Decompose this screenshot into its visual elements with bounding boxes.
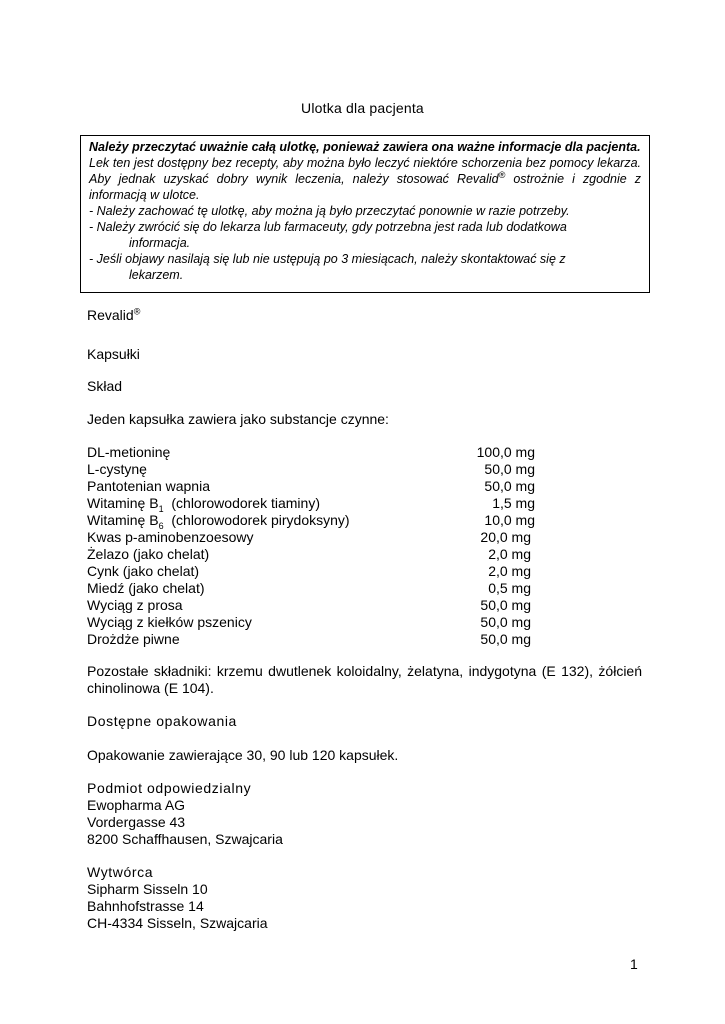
packaging-heading: Dostępne opakowania bbox=[87, 713, 237, 729]
responsible-line: Vordergasse 43 bbox=[87, 814, 186, 830]
other-ingredients: Pozostałe składniki: krzemu dwutlenek koloidalny, żelatyna, indygotyna (E 132), żółcień chinolinowa (E 104). bbox=[87, 663, 642, 696]
notice-box bbox=[80, 135, 650, 293]
table-row bbox=[87, 444, 535, 461]
ingredient-name: Wyciąg z kiełków pszenicy bbox=[87, 614, 252, 630]
ingredient-amount: 50,0 mg bbox=[480, 597, 531, 613]
table-row bbox=[87, 512, 535, 529]
table-row bbox=[87, 614, 535, 631]
manufacturer-line: Bahnhofstrasse 14 bbox=[87, 898, 204, 914]
ingredient-amount: 10,0 mg bbox=[484, 512, 535, 528]
ingredient-name: Kwas p-aminobenzoesowy bbox=[87, 529, 254, 545]
ingredient-amount: 0,5 mg bbox=[488, 580, 531, 596]
table-row bbox=[87, 495, 535, 512]
ingredient-amount: 20,0 mg bbox=[480, 529, 531, 545]
ingredients-table bbox=[87, 444, 535, 648]
ingredient-amount: 100,0 mg bbox=[476, 444, 535, 460]
ingredient-amount: 50,0 mg bbox=[480, 614, 531, 630]
table-row bbox=[87, 529, 535, 546]
ingredient-amount: 2,0 mg bbox=[488, 546, 531, 562]
manufacturer-heading: Wytwórca bbox=[87, 864, 154, 880]
packaging-text: Opakowanie zawierające 30, 90 lub 120 kapsułek. bbox=[87, 747, 399, 763]
table-row bbox=[87, 631, 535, 648]
ingredient-amount: 1,5 mg bbox=[492, 495, 535, 511]
ingredient-amount: 50,0 mg bbox=[484, 461, 535, 477]
table-row bbox=[87, 597, 535, 614]
notice-item-keep: - Należy zachować tę ulotkę, aby można ją było przeczytać ponownie w razie potrzeby. bbox=[89, 204, 570, 218]
ingredient-name: Drożdże piwne bbox=[87, 631, 180, 647]
ingredient-name: Pantotenian wapnia bbox=[87, 478, 210, 494]
table-row bbox=[87, 478, 535, 495]
ingredient-amount: 50,0 mg bbox=[480, 631, 531, 647]
page-number: 1 bbox=[630, 956, 638, 972]
responsible-line: Ewopharma AG bbox=[87, 797, 186, 813]
responsible-heading: Podmiot odpowiedzialny bbox=[87, 780, 252, 796]
ingredient-name: Żelazo (jako chelat) bbox=[87, 546, 210, 562]
ingredient-name: Witaminę $B_1$ (chlorowodorek tiaminy) bbox=[87, 495, 320, 514]
table-row bbox=[87, 563, 535, 580]
ingredient-amount: 50,0 mg bbox=[484, 478, 535, 494]
page-title: Ulotka dla pacjenta bbox=[301, 100, 424, 116]
composition-heading: Skład bbox=[87, 378, 123, 394]
manufacturer-section bbox=[87, 864, 642, 932]
notice-heading: Należy przeczytać uważnie całą ulotkę, ponieważ zawiera ona ważne informacje dla pacjenta. bbox=[89, 140, 641, 154]
notice-item-ask: - Należy zwrócić się do lekarza lub farmaceuty, gdy potrzebna jest rada lub dodatkowa bbox=[89, 220, 567, 234]
table-row bbox=[87, 546, 535, 563]
notice-item-symptoms-cont: lekarzem. bbox=[129, 268, 184, 282]
notice-intro: Lek ten jest dostępny bez recepty, aby można było leczyć niektóre schorzenia bez pomocy lekarza. Aby jednak uzyskać dobry wynik leczenia, należy stosować Revalid® ostrożnie i zgodnie z informacją w ulotce. bbox=[89, 156, 641, 202]
ingredient-name: Wyciąg z prosa bbox=[87, 597, 183, 613]
product-form: Kapsułki bbox=[87, 346, 140, 362]
manufacturer-line: Sipharm Sisseln 10 bbox=[87, 881, 208, 897]
ingredient-name: L-cystynę bbox=[87, 461, 147, 477]
manufacturer-line: CH-4334 Sisseln, Szwajcaria bbox=[87, 915, 268, 931]
notice-item-symptoms: - Jeśli objawy nasilają się lub nie ustępują po 3 miesiącach, należy skontaktować się z bbox=[89, 252, 566, 266]
composition-intro: Jeden kapsułka zawiera jako substancje czynne: bbox=[87, 411, 389, 427]
ingredient-name: Miedź (jako chelat) bbox=[87, 580, 205, 596]
notice-item-ask-cont: informacja. bbox=[129, 236, 191, 250]
ingredient-name: Cynk (jako chelat) bbox=[87, 563, 200, 579]
responsible-section bbox=[87, 780, 642, 848]
ingredient-amount: 2,0 mg bbox=[488, 563, 531, 579]
table-row bbox=[87, 580, 535, 597]
ingredient-name: DL-metioninę bbox=[87, 444, 171, 460]
table-row bbox=[87, 461, 535, 478]
ingredient-name: Witaminę $B_6$ (chlorowodorek pirydoksyny) bbox=[87, 512, 350, 531]
product-name: Revalid® bbox=[87, 306, 141, 323]
responsible-line: 8200 Schaffhausen, Szwajcaria bbox=[87, 831, 283, 847]
